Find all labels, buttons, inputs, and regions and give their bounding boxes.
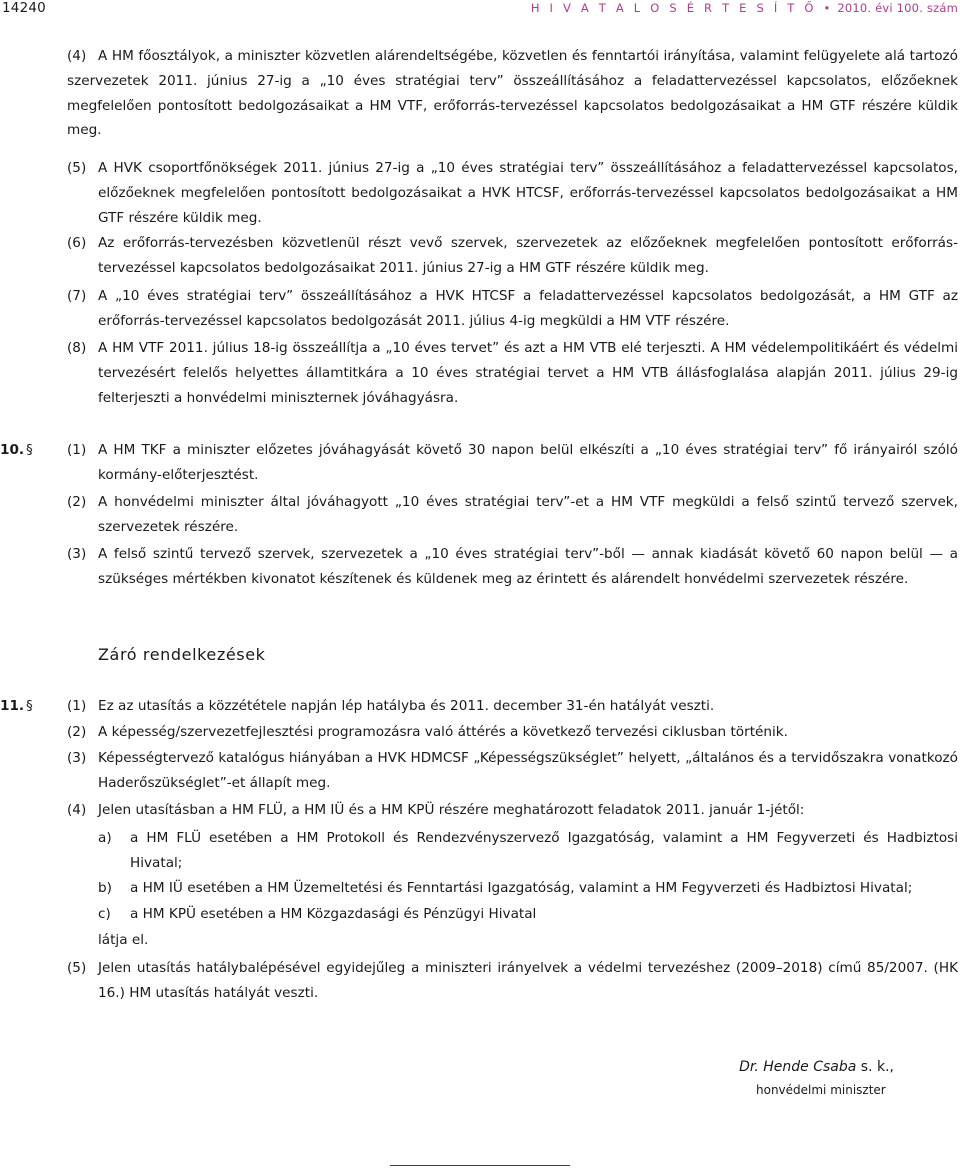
signatory-title: honvédelmi miniszter [756,1083,886,1097]
paragraph-text: Az erőforrás-tervezésben közvetlenül részt vevő szervek, szervezetek az előzőeknek megfelelően pontosított erőforrás-tervezéssel kapcsolatos bedolgozásaikat 2011. június 27-ig a HM GTF részére küldik meg. [98,235,958,276]
footer-divider [390,1165,570,1166]
paragraph-label: (6) [67,235,87,251]
section-symbol: § [26,698,33,714]
paragraph-label: (4) [67,48,87,64]
section-number: 11. [0,698,25,714]
subitem-text: a HM IÜ esetében a HM Üzemeltetési és Fenntartási Igazgatóság, valamint a HM Fegyverzeti és Hadbiztosi Hivatal; [130,880,913,896]
paragraph-text: A „10 éves stratégiai terv” összeállításához a HVK HTCSF a feladattervezéssel kapcsolatos bedolgozását, a HM GTF az erőforrás-tervezéssel kapcsolatos bedolgozását 2011. július 4-ig megküldi a HM VTF részére. [98,288,958,329]
subitem-text: a HM FLÜ esetében a HM Protokoll és Rendezvényszervező Igazgatóság, valamint a HM Fegyverzeti és Hadbiztosi Hivatal; [130,830,958,871]
paragraph-text: A HM TKF a miniszter előzetes jóváhagyását követő 30 napon belül elkészíti a „10 éves stratégiai terv” fő irányairól szóló kormány-előterjesztést. [98,442,958,483]
paragraph-text: A felső szintű tervező szervek, szervezetek a „10 éves stratégiai terv”-ből — annak kiadását követő 60 napon belül — a szükséges mértékben kivonatot készítenek és küldenek meg az érintett és alárendelt honvédelmi szervezetek részére. [98,546,958,587]
subitem-label: a) [98,830,112,846]
paragraph-label: (4) [67,802,87,818]
paragraph-label: (5) [67,960,87,976]
paragraph-text: A HVK csoportfőnökségek 2011. június 27-ig a „10 éves stratégiai terv” összeállításához a feladattervezéssel kapcsolatos, előzőeknek megfelelően pontosított bedolgozásaikat a HVK HTCSF, erőforrás-tervezéssel kapcsolatos bedolgozásaikat a HM GTF részére küldik meg. [98,160,958,226]
paragraph-text: Jelen utasítás hatálybalépésével egyidejűleg a miniszteri irányelvek a védelmi tervezéshez (2009–2018) című 85/2007. (HK 16.) HM utasítás hatályát veszti. [98,960,958,1001]
signature-block [739,1059,894,1075]
paragraph-text: A honvédelmi miniszter által jóváhagyott „10 éves stratégiai terv”-et a HM VTF megküldi a felső szintű tervező szervek, szervezetek részére. [98,494,958,535]
paragraph-text: A HM VTF 2011. július 18-ig összeállítja a „10 éves tervet” és azt a HM VTB elé terjeszti. A HM védelempolitikáért és védelmi tervezésért felelős helyettes államtitkára a 10 éves stratégiai tervet a HM VTB állásfoglalása alapján 2011. július 29-ig felterjeszti a honvédelmi miniszternek jóváhagyásra. [98,340,958,406]
header-bullet: • [823,1,831,15]
paragraph-text: Képességtervező katalógus hiányában a HVK HDMCSF „Képességszükséglet” helyett, „általános és a tervidőszakra vonatkozó Haderőszükséglet”-et állapít meg. [98,750,958,791]
issue-label: 2010. évi 100. szám [837,1,958,15]
paragraph-label: (1) [67,442,87,458]
paragraph-label: (8) [67,340,87,356]
paragraph-label: (7) [67,288,87,304]
paragraph-label: (2) [67,724,87,740]
page-header [0,0,960,22]
paragraph-label: (3) [67,546,87,562]
section-symbol: § [26,442,33,458]
paragraph-label: (5) [67,160,87,176]
paragraph-label: (3) [67,750,87,766]
subitem-text: a HM KPÜ esetében a HM Közgazdasági és Pénzügyi Hivatal [130,906,537,922]
subitem-label: c) [98,906,111,922]
paragraph-text: A képesség/szervezetfejlesztési programozásra való áttérés a következő tervezési ciklusban történik. [98,724,788,740]
publication-title: H I V A T A L O S É R T E S Í T Ő [530,1,817,15]
section-number: 10. [0,442,25,458]
signatory-name: Dr. Hende Csaba [739,1059,857,1075]
subitem-label: b) [98,880,112,896]
paragraph-text: Ez az utasítás a közzététele napján lép hatályba és 2011. december 31-én hatályát veszti. [98,698,715,714]
paragraph-text: Jelen utasításban a HM FLÜ, a HM IÜ és a HM KPÜ részére meghatározott feladatok 2011. január 1-jétől: [98,802,805,818]
paragraph-label: (2) [67,494,87,510]
paragraph-label: (1) [67,698,87,714]
signatory-suffix: s. k., [856,1059,894,1075]
closing-heading: Záró rendelkezések [98,645,266,664]
paragraph-text: A HM főosztályok, a miniszter közvetlen alárendeltségébe, közvetlen és fenntartói irányítása, valamint felügyelete alá tartozó szervezetek 2011. június 27-ig a „10 éves stratégiai terv” összeállításához a feladattervezéssel kapcsolatos, előzőeknek megfelelően pontosított bedolgozásaikat a HM VTF, erőforrás-tervezéssel kapcsolatos bedolgozásaikat a HM GTF részére küldik meg. [67,48,958,139]
page-number: 14240 [2,0,46,16]
publication-header [531,1,958,15]
list-tail-text: látja el. [98,932,149,948]
